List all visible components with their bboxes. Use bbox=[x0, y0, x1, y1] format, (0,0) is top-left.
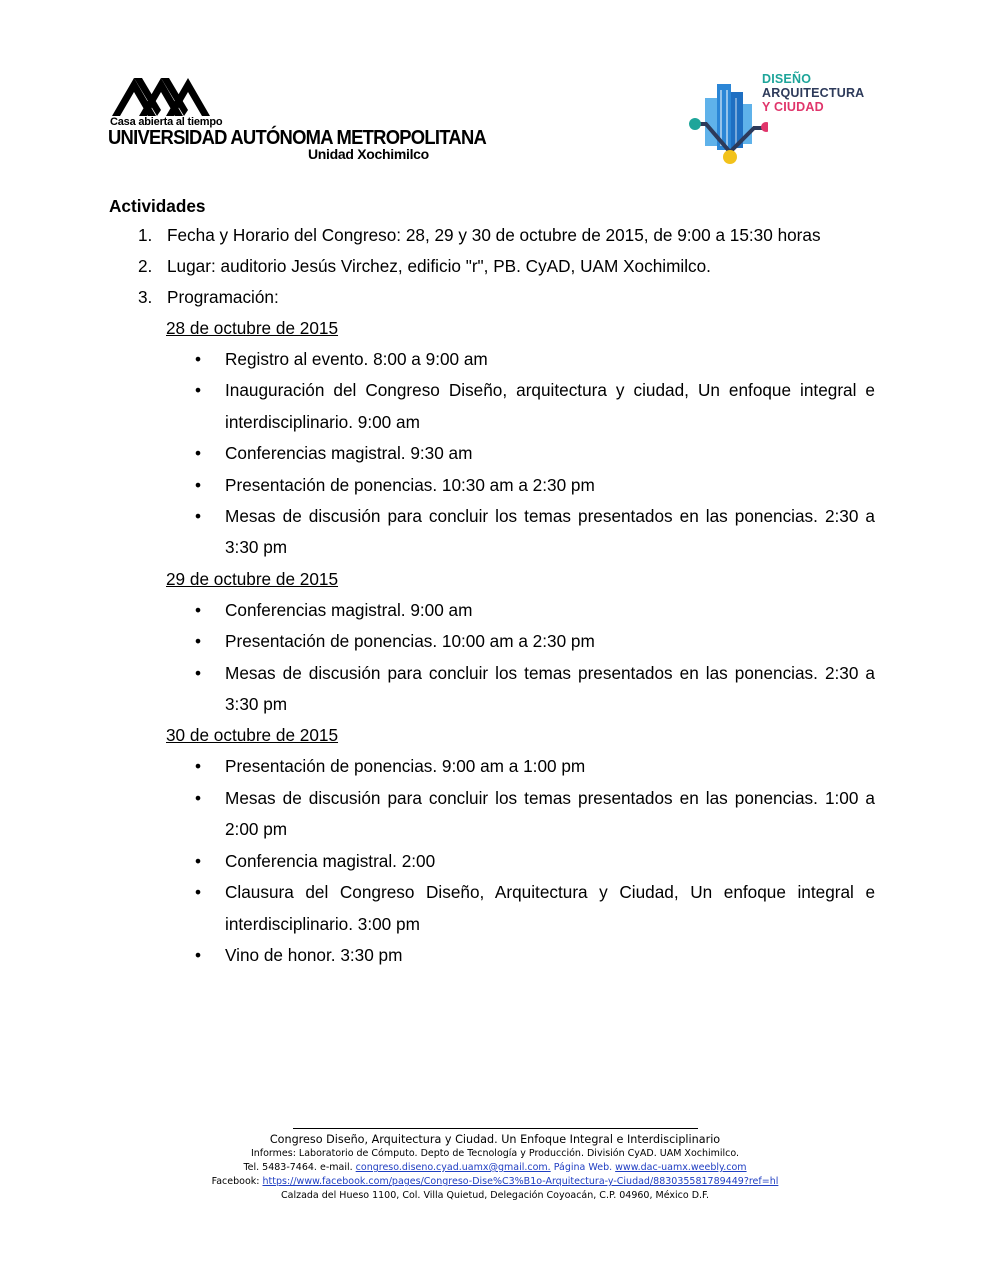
uam-name: UNIVERSIDAD AUTÓNOMA METROPOLITANA bbox=[108, 127, 487, 149]
bullet-icon: • bbox=[195, 944, 202, 965]
footer-tel: Tel. 5483-7464. e-mail. bbox=[243, 1162, 353, 1173]
bullet-icon: • bbox=[195, 380, 202, 401]
list-item bbox=[109, 344, 875, 375]
footer-contact bbox=[150, 1161, 840, 1175]
list-item bbox=[109, 626, 875, 657]
day-heading: 30 de octubre de 2015 bbox=[166, 725, 339, 746]
list-item-text: Conferencias magistral. 9:00 am bbox=[225, 599, 473, 620]
bullet-icon: • bbox=[195, 850, 202, 871]
uam-tagline: Casa abierta al tiempo bbox=[110, 116, 223, 128]
bullet-icon: • bbox=[195, 349, 202, 369]
uam-emblem-icon bbox=[112, 76, 210, 116]
bullet-icon: • bbox=[195, 882, 202, 903]
bullet-icon: • bbox=[195, 506, 202, 527]
list-item-text: Conferencia magistral. 2:00 bbox=[225, 850, 436, 871]
item-number: 2. bbox=[138, 256, 153, 276]
day-heading: 29 de octubre de 2015 bbox=[166, 568, 339, 589]
list-item bbox=[109, 595, 875, 626]
bullet-icon: • bbox=[195, 756, 202, 777]
uam-unit: Unidad Xochimilco bbox=[308, 146, 429, 162]
item-text: Lugar: auditorio Jesús Virchez, edificio "r", PB. CyAD, UAM Xochimilco. bbox=[167, 256, 711, 276]
list-item bbox=[109, 877, 875, 940]
list-item-text: Clausura del Congreso Diseño, Arquitectura y Ciudad, Un enfoque integral e interdisciplinario. 3:00 pm bbox=[225, 882, 875, 934]
list-item bbox=[109, 375, 875, 438]
numbered-item bbox=[109, 282, 875, 313]
dac-logo-line3: Y CIUDAD bbox=[762, 100, 824, 114]
email-link[interactable]: congreso.diseno.cyad.uamx@gmail.com. bbox=[355, 1162, 551, 1173]
day-heading: 28 de octubre de 2015 bbox=[166, 318, 339, 338]
list-item-text: Inauguración del Congreso Diseño, arquitectura y ciudad, Un enfoque integral e interdisciplinario. 9:00 am bbox=[225, 380, 875, 432]
section-title: Actividades bbox=[109, 196, 206, 216]
list-item bbox=[109, 783, 875, 846]
page-header bbox=[0, 0, 990, 180]
list-item bbox=[109, 470, 875, 501]
bullet-icon: • bbox=[195, 787, 202, 808]
item-number: 1. bbox=[138, 225, 153, 245]
facebook-link[interactable]: https://www.facebook.com/pages/Congreso-Dise%C3%B1o-Arquitectura-y-Ciudad/883035581789449?ref=hl bbox=[262, 1176, 779, 1187]
list-item bbox=[109, 501, 875, 564]
list-item-text: Presentación de ponencias. 9:00 am a 1:00 pm bbox=[225, 756, 586, 777]
list-item-text: Conferencias magistral. 9:30 am bbox=[225, 443, 473, 464]
footer-title: Congreso Diseño, Arquitectura y Ciudad. Un Enfoque Integral e Interdisciplinario bbox=[269, 1133, 721, 1146]
dac-logo bbox=[688, 70, 888, 170]
list-item bbox=[109, 658, 875, 721]
item-text: Programación: bbox=[167, 287, 279, 307]
document-body bbox=[109, 192, 875, 971]
footer-divider bbox=[293, 1118, 698, 1129]
list-item-text: Presentación de ponencias. 10:30 am a 2:30 pm bbox=[225, 474, 595, 495]
list-item bbox=[109, 846, 875, 877]
footer-facebook bbox=[150, 1175, 840, 1189]
bullet-icon: • bbox=[195, 474, 202, 495]
list-item-text: Registro al evento. 8:00 a 9:00 am bbox=[225, 349, 488, 369]
bullet-icon: • bbox=[195, 631, 202, 652]
list-item-text: Mesas de discusión para concluir los temas presentados en las ponencias. 2:30 a 3:30 pm bbox=[225, 506, 875, 558]
dac-logo-line2: ARQUITECTURA bbox=[762, 86, 865, 100]
list-item-text: Mesas de discusión para concluir los temas presentados en las ponencias. 2:30 a 3:30 pm bbox=[225, 662, 875, 715]
list-item bbox=[109, 438, 875, 469]
list-item-text: Vino de honor. 3:30 pm bbox=[225, 944, 403, 965]
item-text: Fecha y Horario del Congreso: 28, 29 y 30 de octubre de 2015, de 9:00 a 15:30 horas bbox=[167, 225, 821, 245]
list-item bbox=[109, 940, 875, 971]
facebook-label: Facebook: bbox=[211, 1176, 260, 1187]
dac-logo-line1: DISEÑO bbox=[762, 72, 812, 86]
web-label: Página Web. bbox=[553, 1162, 613, 1173]
numbered-item bbox=[109, 251, 875, 282]
footer-address: Calzada del Hueso 1100, Col. Villa Quietud, Delegación Coyoacán, C.P. 04960, México D.F. bbox=[281, 1190, 709, 1201]
page-footer bbox=[150, 1118, 840, 1203]
bullet-icon: • bbox=[195, 599, 202, 620]
building-network-icon bbox=[688, 70, 768, 165]
list-item-text: Presentación de ponencias. 10:00 am a 2:30 pm bbox=[225, 631, 595, 652]
list-item bbox=[109, 751, 875, 782]
footer-informes: Informes: Laboratorio de Cómputo. Depto de Tecnología y Producción. División CyAD. UAM Xochimilco. bbox=[250, 1148, 740, 1159]
numbered-item bbox=[109, 220, 875, 251]
uam-logo bbox=[108, 76, 487, 166]
list-item-text: Mesas de discusión para concluir los temas presentados en las ponencias. 1:00 a 2:00 pm bbox=[225, 787, 875, 840]
item-number: 3. bbox=[138, 287, 153, 307]
website-link[interactable]: www.dac-uamx.weebly.com bbox=[615, 1162, 747, 1173]
bullet-icon: • bbox=[195, 443, 202, 464]
bullet-icon: • bbox=[195, 662, 202, 683]
